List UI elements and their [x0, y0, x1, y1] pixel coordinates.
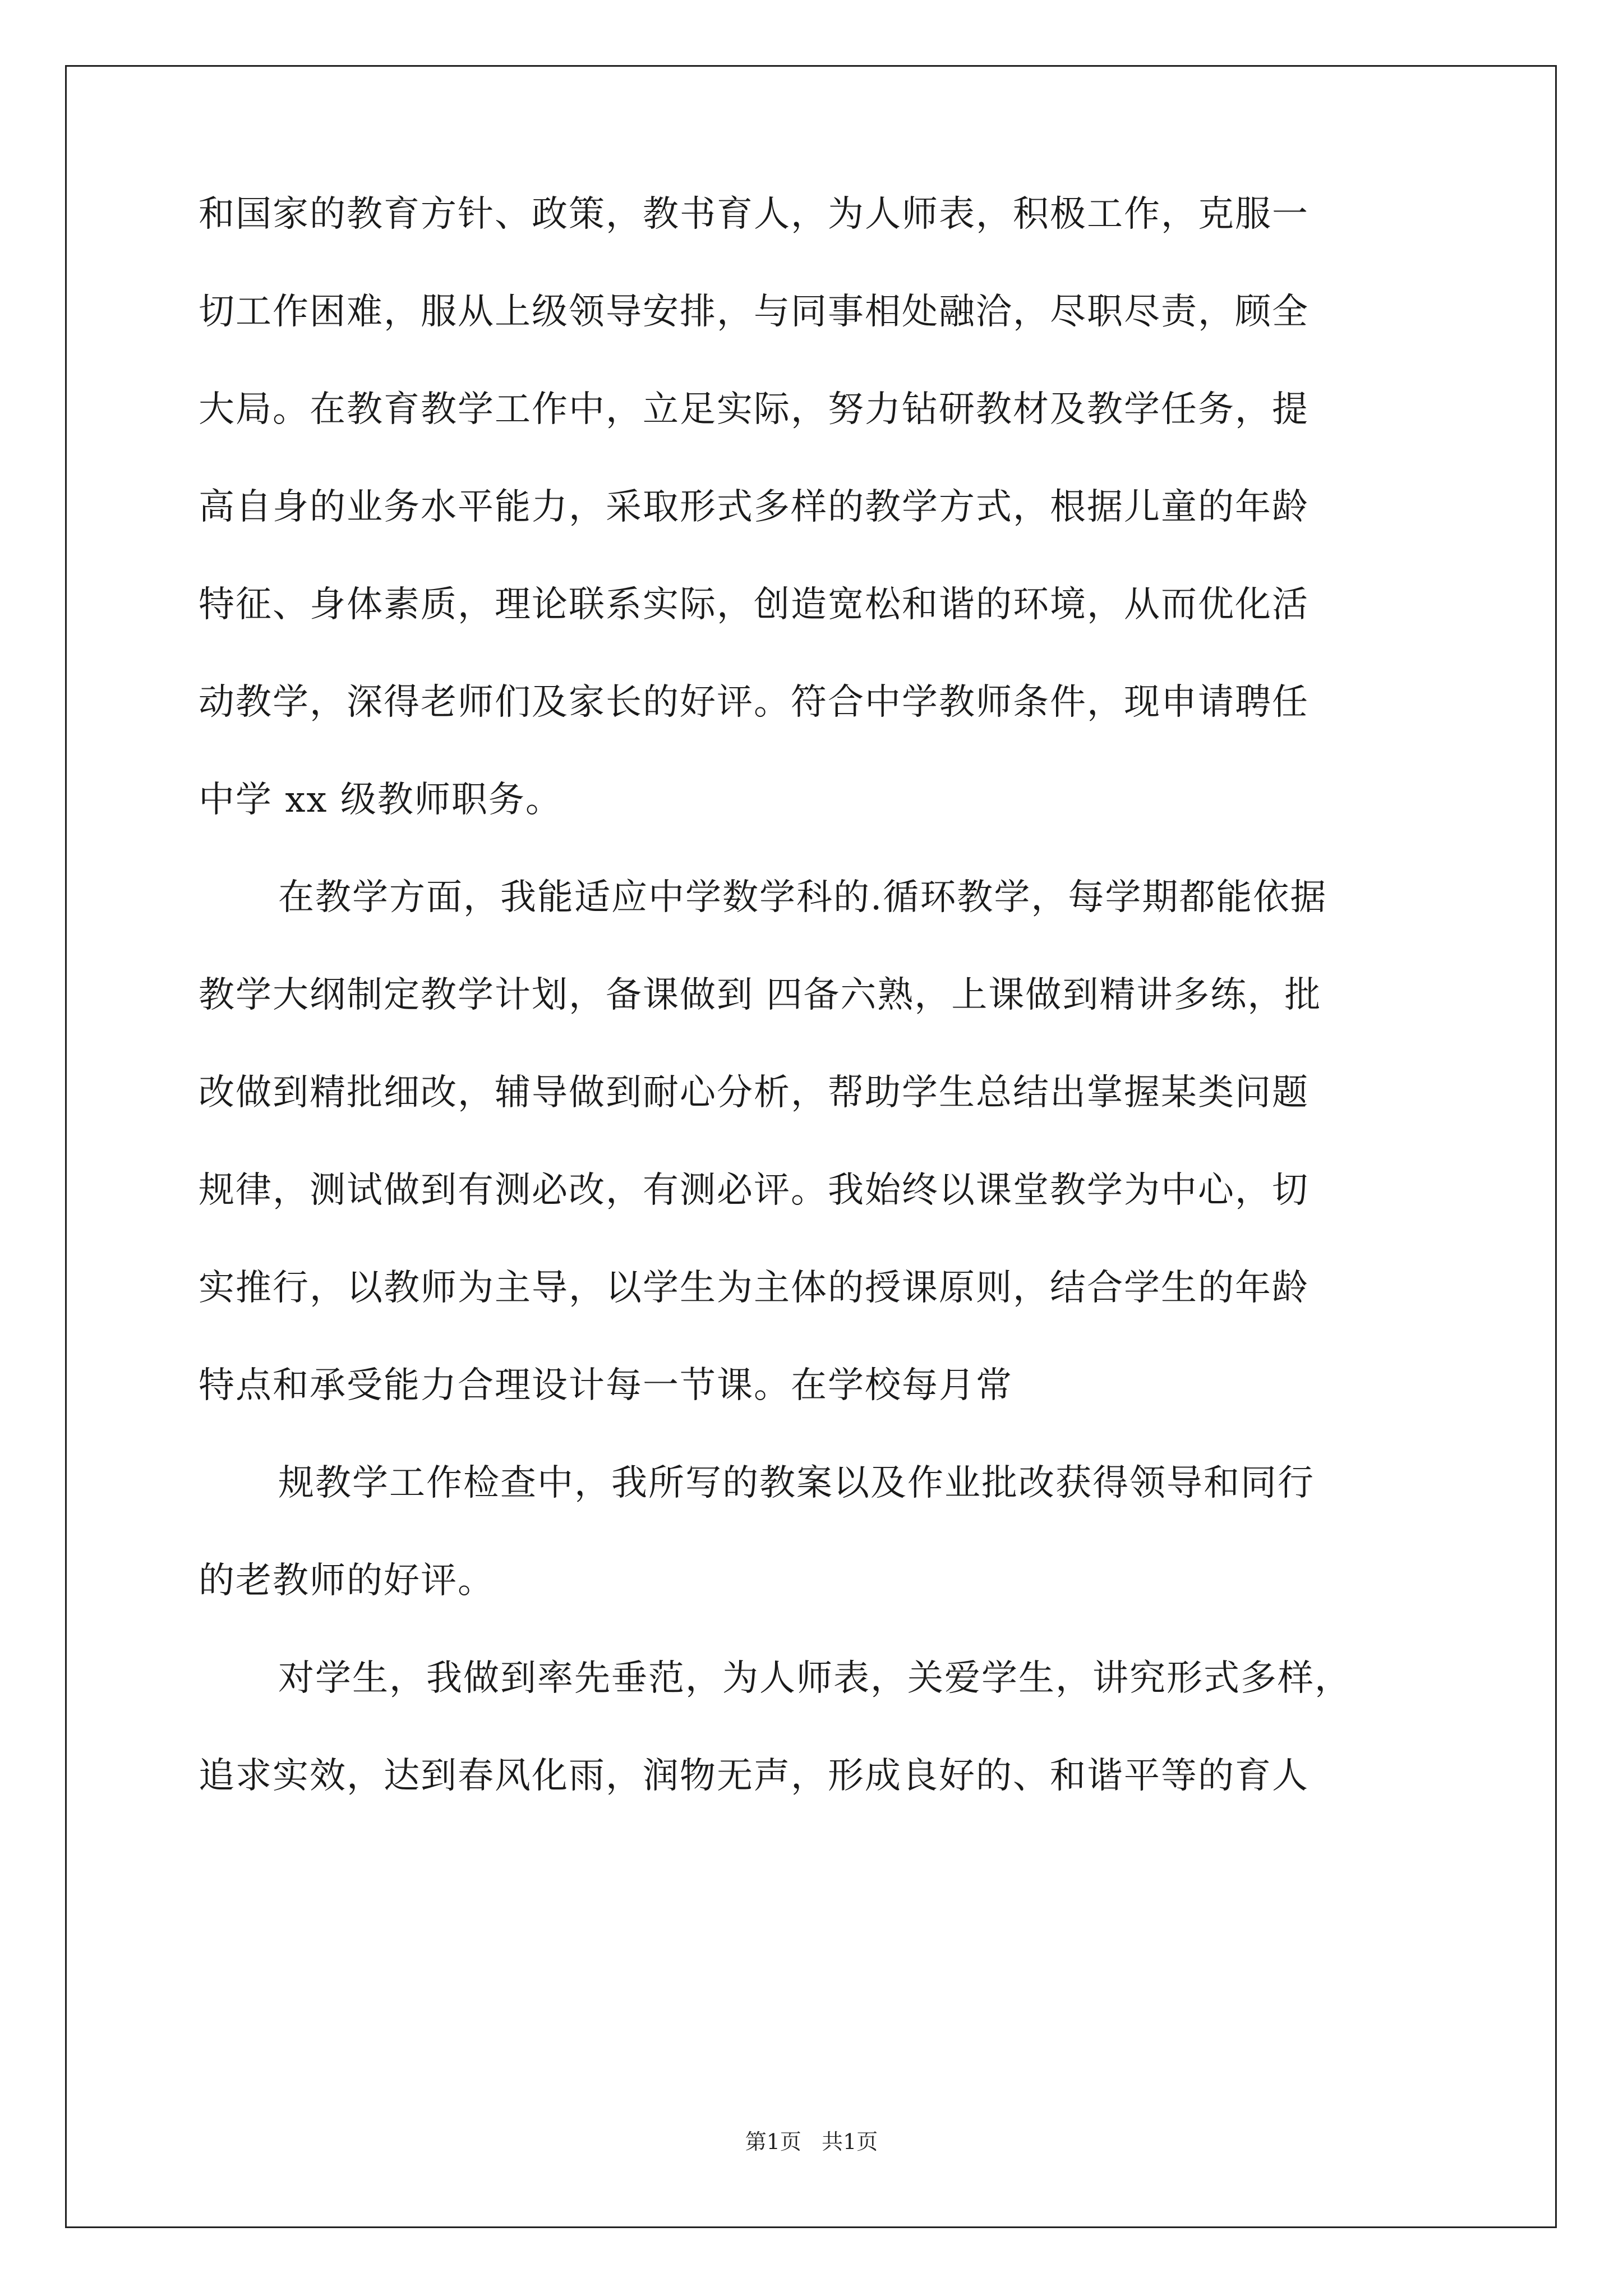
text-line: 高自身的业务水平能力，采取形式多样的教学方式，根据儿童的年龄	[199, 486, 1309, 528]
text-line: 特点和承受能力合理设计每一节课。在学校每月常	[199, 1365, 1013, 1406]
text-line: 动教学，深得老师们及家长的好评。符合中学教师条件，现申请聘任	[199, 682, 1309, 723]
text-line: 规律，测试做到有测必改，有测必评。我始终以课堂教学为中心，切	[199, 1170, 1309, 1211]
text-line: 大局。在教育教学工作中，立足实际，努力钻研教材及教学任务，提	[199, 389, 1309, 430]
text-line: 教学大纲制定教学计划，备课做到 四备六熟，上课做到精讲多练，批	[199, 974, 1322, 1016]
paragraph-start-line: 对学生，我做到率先垂范，为人师表，关爱学生，讲究形式多样，	[278, 1658, 1352, 1699]
text-line: 特征、身体素质，理论联系实际，创造宽松和谐的环境，从而优化活	[199, 584, 1309, 625]
paragraph-start-line: 规教学工作检查中，我所写的教案以及作业批改获得领导和同行	[278, 1462, 1315, 1504]
text-line: 追求实效，达到春风化雨，润物无声，形成良好的、和谐平等的育人	[199, 1755, 1309, 1797]
text-line: 和国家的教育方针、政策，教书育人，为人师表，积极工作，克服一	[199, 194, 1309, 235]
text-line: 改做到精批细改，辅导做到耐心分析，帮助学生总结出掌握某类问题	[199, 1072, 1309, 1114]
text-line: 中学 xx 级教师职务。	[199, 779, 562, 821]
text-line: 的老教师的好评。	[199, 1560, 495, 1602]
text-line: 切工作困难，服从上级领导安排，与同事相处融洽，尽职尽责，顾全	[199, 291, 1309, 333]
text-line: 实推行，以教师为主导，以学生为主体的授课原则，结合学生的年龄	[199, 1267, 1309, 1309]
page-number-footer: 第1页 共1页	[745, 2129, 878, 2154]
paragraph-start-line: 在教学方面，我能适应中学数学科的.循环教学，每学期都能依据	[278, 877, 1327, 918]
